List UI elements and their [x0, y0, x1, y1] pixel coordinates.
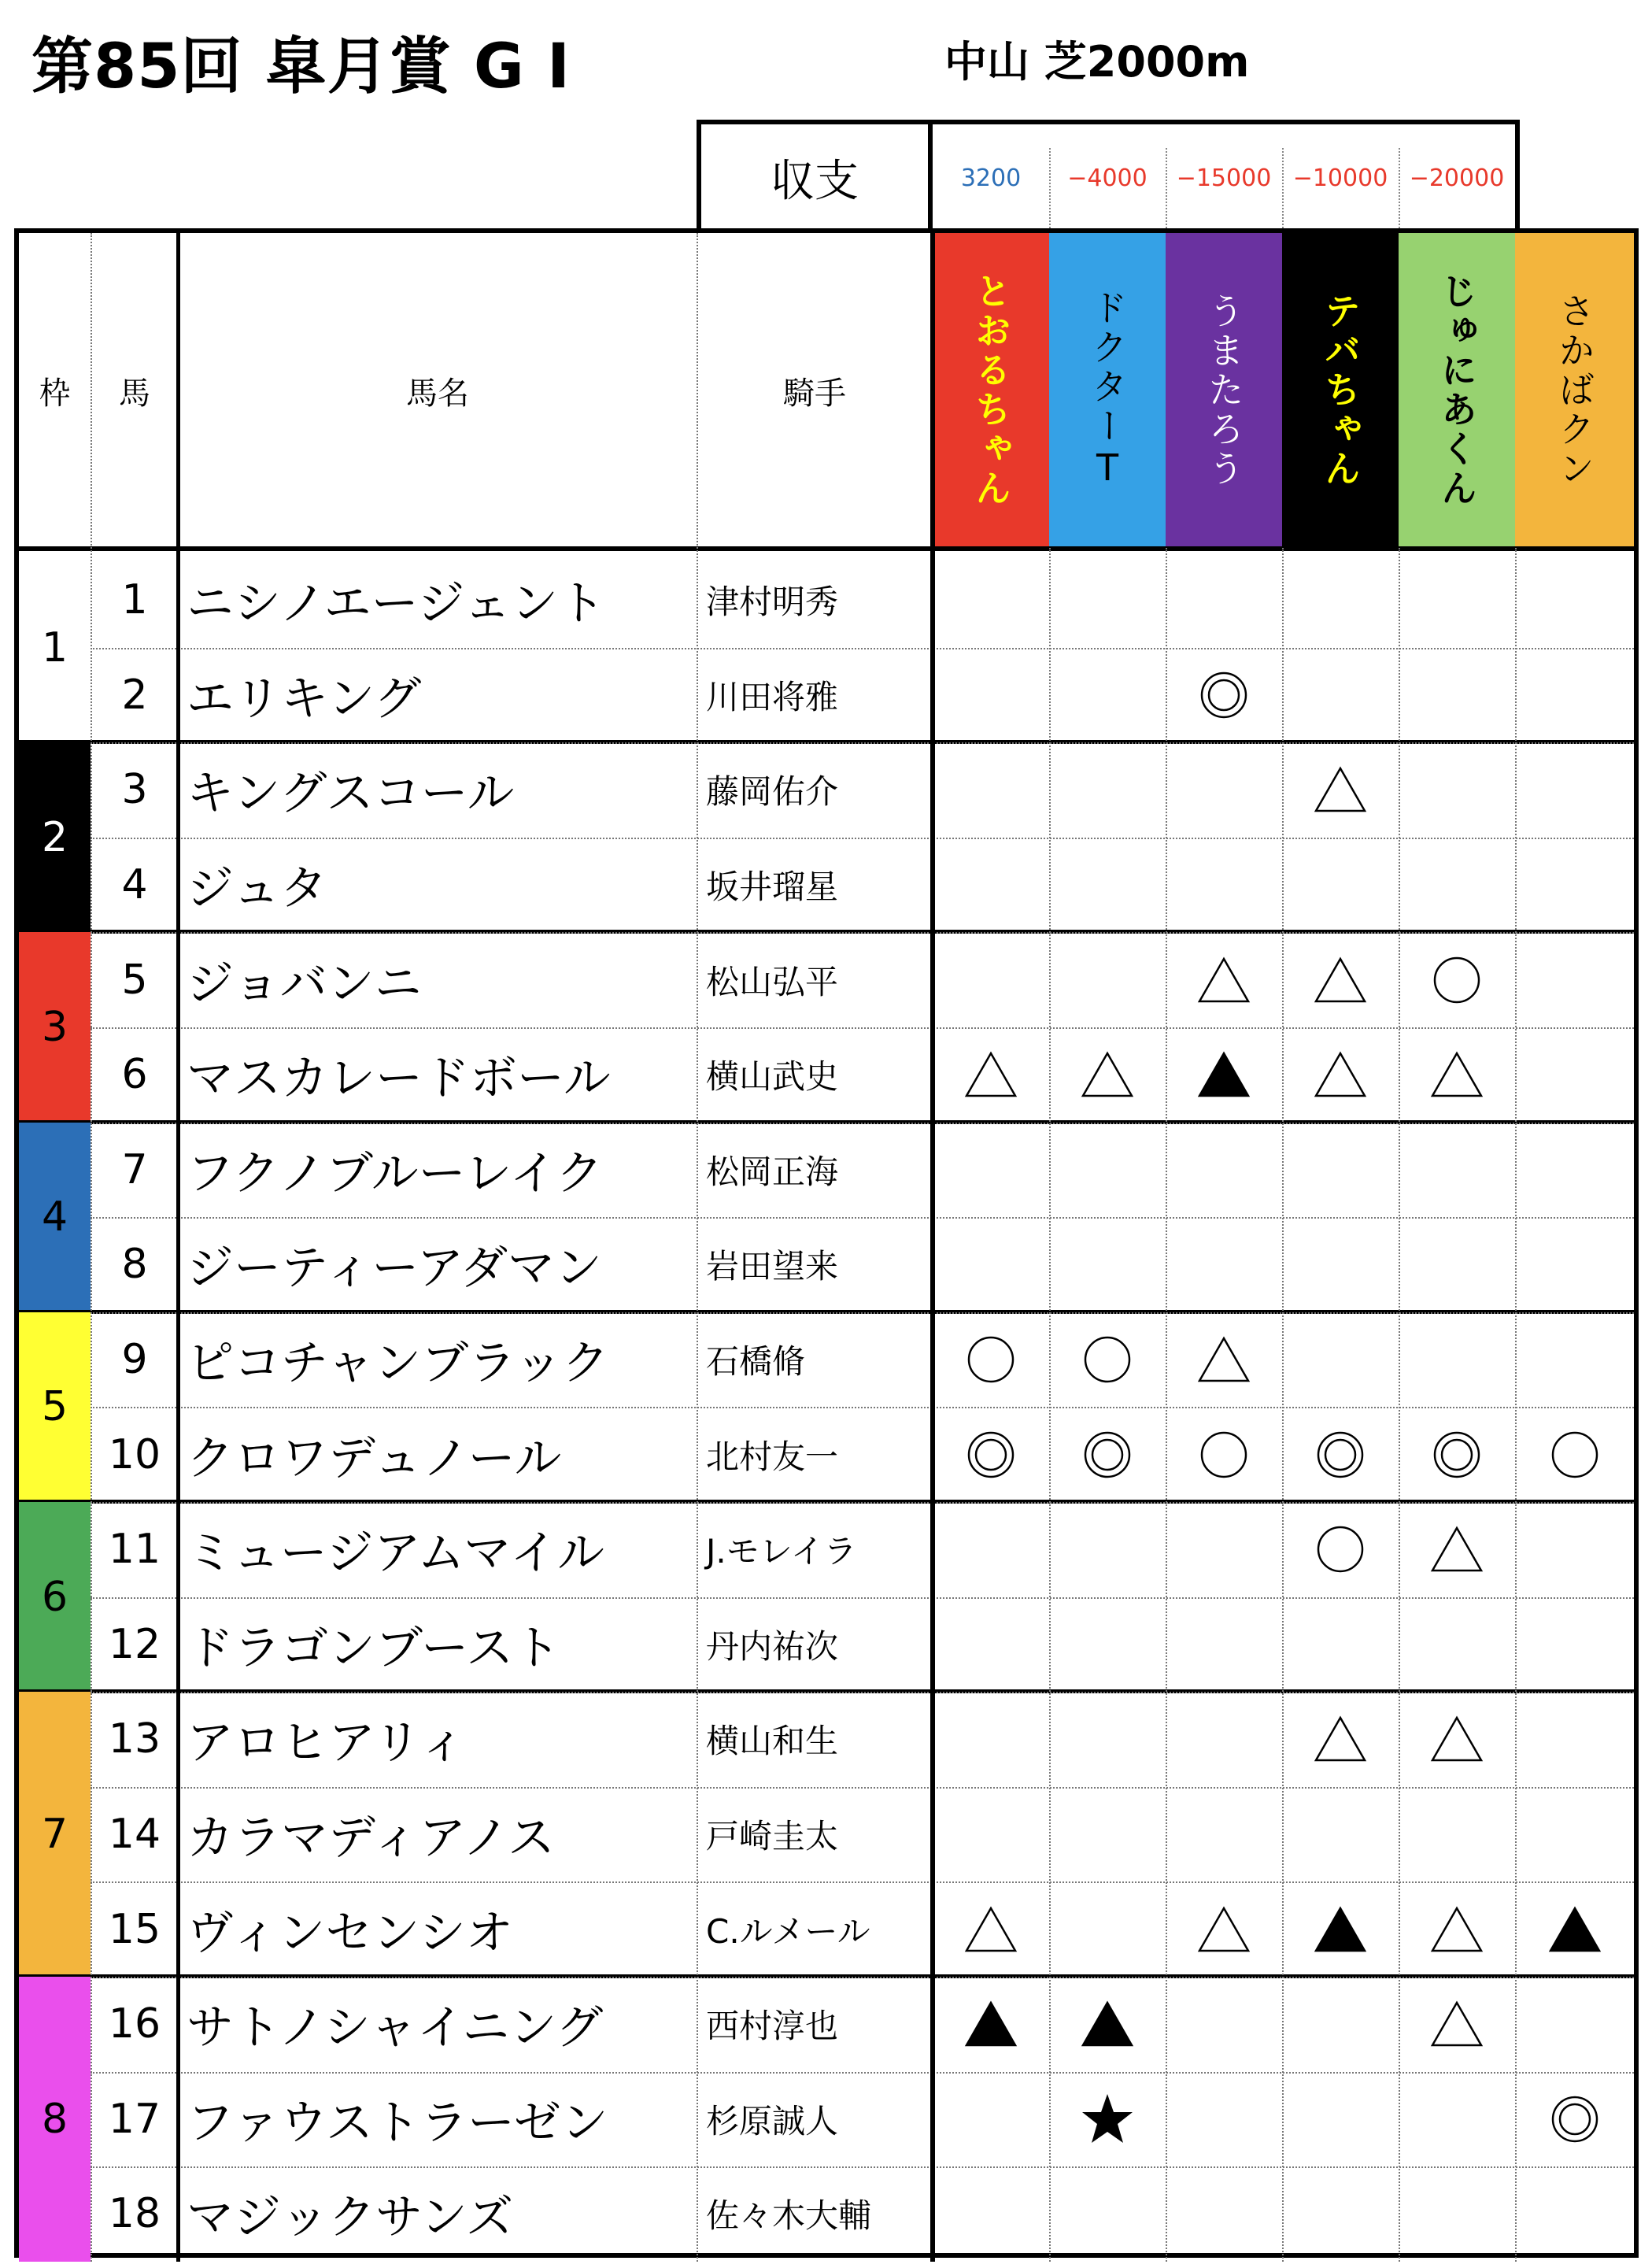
jockey-name: 津村明秀 — [706, 583, 839, 622]
tipster-name: とおるちゃん — [970, 272, 1012, 509]
header-horse-name: 馬名 — [406, 375, 469, 412]
triangle-mark — [1399, 1027, 1515, 1123]
jockey-name: 藤岡佑介 — [706, 772, 839, 812]
black-triangle-mark — [1282, 1881, 1399, 1977]
waku-number: 5 — [19, 1312, 91, 1502]
horse-number: 9 — [121, 1336, 148, 1384]
circle-mark — [933, 1312, 1049, 1408]
waku-number: 3 — [19, 932, 91, 1122]
jockey-name: 松岡正海 — [706, 1152, 839, 1191]
star-mark — [1049, 2072, 1166, 2167]
circle-mark — [1515, 1407, 1634, 1502]
double-circle-mark — [1282, 1407, 1399, 1502]
horse-name: ミュージアムマイル — [187, 1526, 604, 1582]
double-circle-mark — [1399, 1407, 1515, 1502]
balance-value: −4000 — [1067, 164, 1148, 192]
triangle-mark — [1049, 1027, 1166, 1123]
horse-number: 3 — [121, 766, 148, 814]
circle-mark — [1166, 1407, 1282, 1502]
jockey-name: C.ルメール — [706, 1911, 870, 1951]
horse-name: サトノシャイニング — [187, 2000, 604, 2056]
horse-name: マジックサンズ — [187, 2190, 514, 2246]
balance-value: 3200 — [960, 164, 1022, 192]
horse-number: 18 — [108, 2190, 161, 2238]
horse-number: 5 — [121, 956, 148, 1004]
tipster-header — [1166, 233, 1282, 548]
balance-value: −15000 — [1176, 164, 1272, 192]
jockey-name: 川田将雅 — [706, 677, 839, 716]
race-venue: 中山 芝2000m — [944, 37, 1250, 87]
balance-value: −20000 — [1409, 164, 1505, 192]
waku-number: 7 — [19, 1692, 91, 1977]
triangle-mark — [1166, 1881, 1282, 1977]
balance-label: 収支 — [697, 120, 933, 231]
horse-number: 4 — [121, 861, 148, 909]
black-triangle-mark — [1049, 1977, 1166, 2072]
triangle-mark — [1399, 1692, 1515, 1787]
header-horse-number: 馬 — [119, 375, 150, 412]
horse-number: 16 — [108, 2000, 161, 2048]
horse-number: 11 — [108, 1526, 161, 1574]
horse-name: ピコチャンブラック — [187, 1336, 609, 1392]
horse-number: 6 — [121, 1051, 148, 1099]
waku-number: 1 — [19, 553, 91, 742]
jockey-name: 横山武史 — [706, 1057, 839, 1097]
header-waku: 枠 — [39, 375, 71, 412]
triangle-mark — [933, 1027, 1049, 1123]
jockey-name: 西村淳也 — [706, 2007, 839, 2046]
horse-number: 15 — [108, 1905, 161, 1953]
tipster-header — [933, 233, 1049, 548]
triangle-mark — [1282, 742, 1399, 838]
tipster-header — [1515, 233, 1634, 548]
horse-name: マスカレードボール — [187, 1051, 611, 1107]
jockey-name: J.モレイラ — [706, 1532, 857, 1571]
jockey-name: 佐々木大輔 — [706, 2196, 872, 2236]
double-circle-mark — [1049, 1407, 1166, 1502]
horse-name: ジーティーアダマン — [187, 1241, 602, 1297]
jockey-name: 坂井瑠星 — [706, 868, 839, 907]
triangle-mark — [1166, 932, 1282, 1027]
jockey-name: 岩田望来 — [706, 1247, 839, 1286]
horse-name: ファウストラーゼン — [187, 2095, 608, 2151]
horse-name: キングスコール — [187, 766, 515, 822]
horse-name: ニシノエージェント — [187, 576, 606, 632]
horse-name: エリキング — [187, 671, 422, 727]
jockey-name: 北村友一 — [706, 1437, 839, 1476]
waku-number: 8 — [19, 1977, 91, 2262]
horse-name: クロワデュノール — [187, 1430, 562, 1486]
black-triangle-mark — [933, 1977, 1049, 2072]
tipster-header — [1049, 233, 1166, 548]
jockey-name: 石橋脩 — [706, 1342, 806, 1382]
triangle-mark — [1282, 1027, 1399, 1123]
jockey-name: 戸崎圭太 — [706, 1817, 839, 1856]
horse-number: 14 — [108, 1811, 161, 1859]
tipster-name: さかばクン — [1553, 292, 1596, 489]
horse-name: ジュタ — [187, 861, 327, 917]
triangle-mark — [933, 1881, 1049, 1977]
tipster-name: じゅにあくん — [1436, 272, 1478, 509]
double-circle-mark — [933, 1407, 1049, 1502]
triangle-mark — [1399, 1977, 1515, 2072]
horse-number: 1 — [121, 576, 148, 624]
horse-number: 13 — [108, 1715, 161, 1763]
horse-name: ドラゴンブースト — [187, 1620, 561, 1676]
jockey-name: 杉原誠人 — [706, 2101, 839, 2140]
page-title: 第85回 皐月賞 G I — [31, 31, 571, 102]
circle-mark — [1282, 1502, 1399, 1597]
tipster-header — [1282, 233, 1399, 548]
jockey-name: 丹内祐次 — [706, 1626, 839, 1666]
black-triangle-mark — [1166, 1027, 1282, 1123]
horse-number: 12 — [108, 1620, 161, 1668]
triangle-mark — [1282, 1692, 1399, 1787]
horse-name: フクノブルーレイク — [187, 1145, 604, 1201]
double-circle-mark — [1166, 648, 1282, 743]
jockey-name: 松山弘平 — [706, 962, 839, 1001]
waku-number: 6 — [19, 1502, 91, 1692]
circle-mark — [1399, 932, 1515, 1027]
tipster-name: ドクターT — [1086, 289, 1129, 492]
tipster-header — [1399, 233, 1515, 548]
jockey-name: 横山和生 — [706, 1722, 839, 1761]
waku-number: 2 — [19, 742, 91, 932]
horse-number: 2 — [121, 671, 148, 719]
black-triangle-mark — [1515, 1881, 1634, 1977]
tipster-name: テバちゃん — [1319, 292, 1362, 489]
circle-mark — [1049, 1312, 1166, 1408]
balance-value: −10000 — [1292, 164, 1388, 192]
horse-name: カラマディアノス — [187, 1811, 555, 1867]
horse-number: 7 — [121, 1145, 148, 1193]
horse-number: 17 — [108, 2095, 161, 2143]
triangle-mark — [1399, 1502, 1515, 1597]
header-jockey: 騎手 — [783, 375, 846, 412]
horse-name: アロヒアリィ — [187, 1715, 467, 1771]
triangle-mark — [1166, 1312, 1282, 1408]
double-circle-mark — [1515, 2072, 1634, 2167]
triangle-mark — [1282, 932, 1399, 1027]
horse-number: 8 — [121, 1241, 148, 1289]
triangle-mark — [1399, 1881, 1515, 1977]
balance-row — [933, 120, 1520, 231]
horse-name: ヴィンセンシオ — [187, 1905, 513, 1961]
horse-name: ジョバンニ — [187, 956, 422, 1012]
tipster-name: うまたろう — [1203, 292, 1245, 489]
horse-number: 10 — [108, 1430, 161, 1478]
waku-number: 4 — [19, 1123, 91, 1312]
